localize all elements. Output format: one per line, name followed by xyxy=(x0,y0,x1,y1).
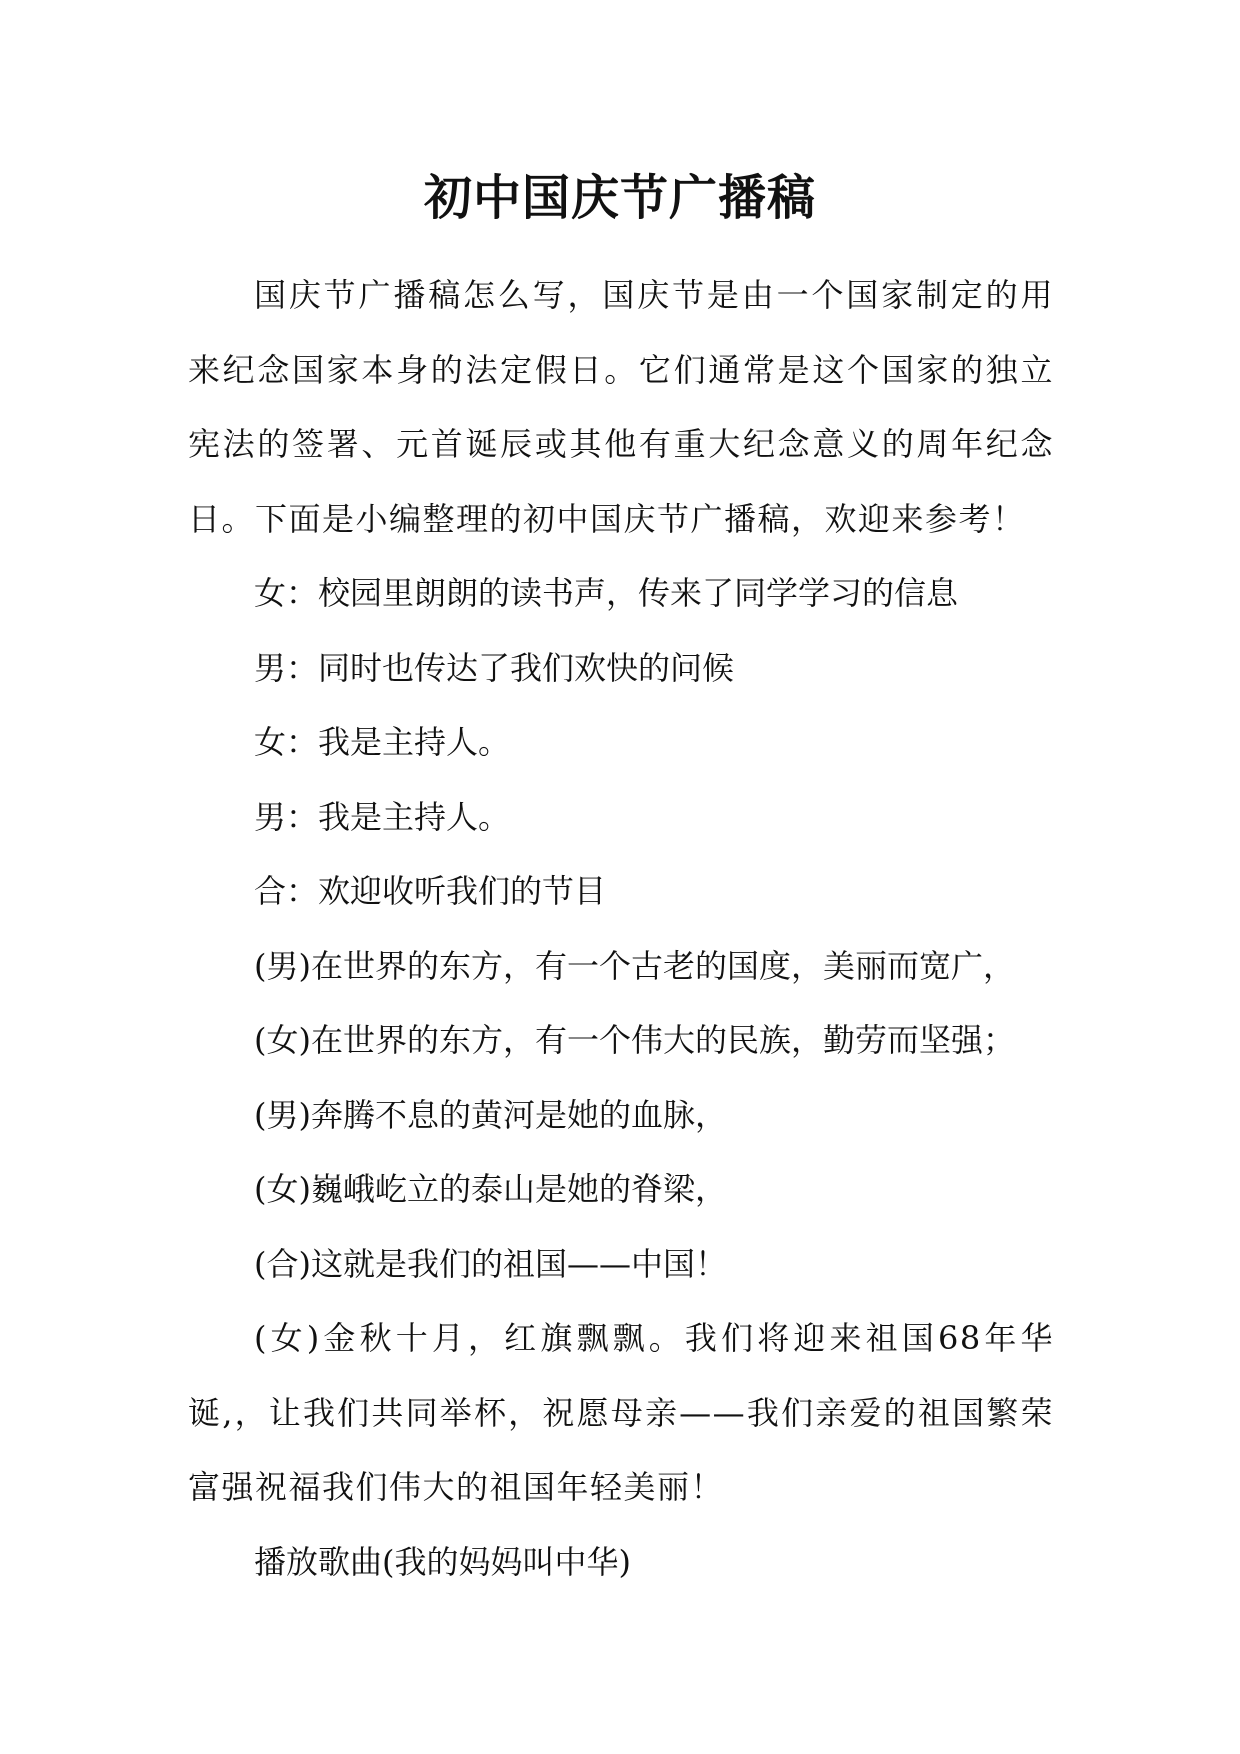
script-line: 女：校园里朗朗的读书声，传来了同学学习的信息 xyxy=(254,574,959,612)
script-line: (男)在世界的东方，有一个古老的国度，美丽而宽广， xyxy=(254,946,1015,985)
script-line: 男：同时也传达了我们欢快的问候 xyxy=(254,648,735,687)
script-line: (女)巍峨屹立的泰山是她的脊梁， xyxy=(254,1170,727,1208)
script-line: (女)在世界的东方，有一个伟大的民族，勤劳而坚强； xyxy=(254,1021,1015,1059)
song-line: 播放歌曲(我的妈妈叫中华) xyxy=(254,1542,631,1581)
script-line: 女：我是主持人。 xyxy=(254,723,511,761)
script-line: 合：欢迎收听我们的节目 xyxy=(254,872,607,910)
script-line: (男)奔腾不息的黄河是她的血脉， xyxy=(254,1095,727,1134)
document-title: 初中国庆节广播稿 xyxy=(423,170,816,226)
script-paragraph: (女)金秋十月，红旗飘飘。我们将迎来祖国68年华诞,，让我们共同举杯，祝愿母亲——我们亲爱的祖国繁荣富强祝福我们伟大的祖国年轻美丽！ xyxy=(188,1319,1054,1506)
intro-paragraph: 国庆节广播稿怎么写，国庆节是由一个国家制定的用来纪念国家本身的法定假日。它们通常是这个国家的独立宪法的签署、元首诞辰或其他有重大纪念意义的周年纪念日。下面是小编整理的初中国庆节广播稿，欢迎来参考！ xyxy=(188,276,1054,538)
script-line: 男：我是主持人。 xyxy=(254,797,511,836)
script-line: (合)这就是我们的祖国——中国！ xyxy=(254,1244,727,1283)
document-body xyxy=(188,258,1054,1599)
